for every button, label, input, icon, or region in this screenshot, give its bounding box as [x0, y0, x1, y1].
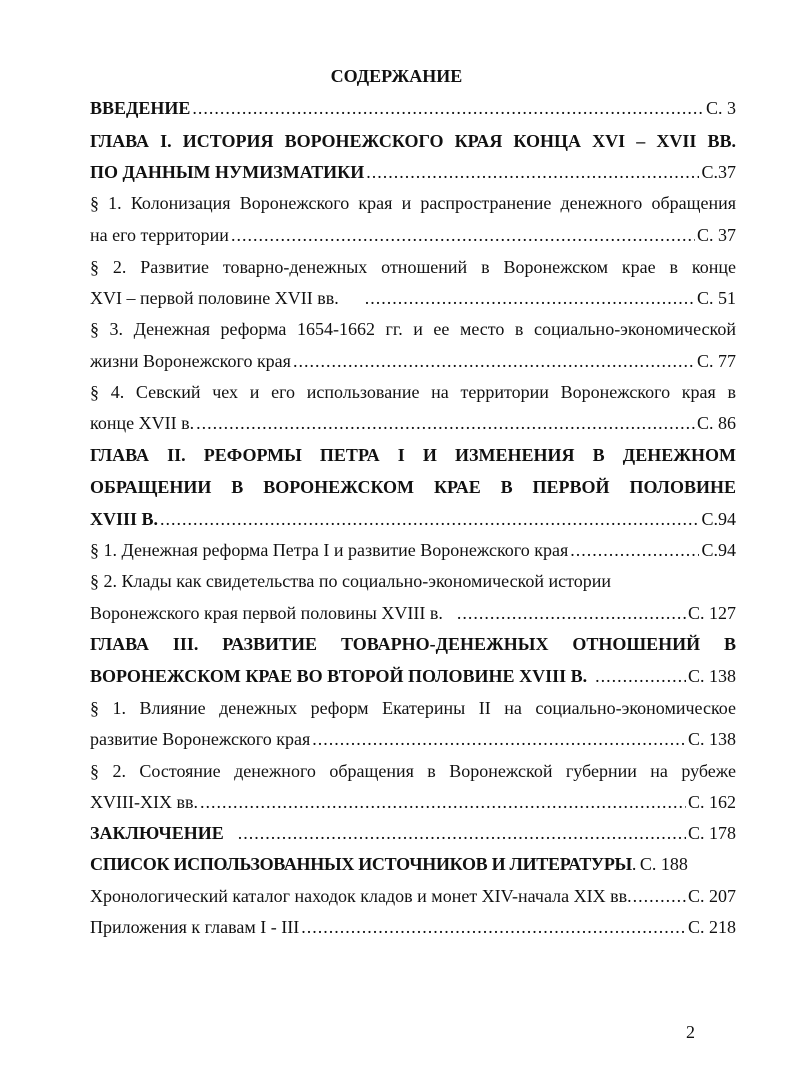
- toc-entry-text: жизни Воронежского края: [90, 351, 291, 371]
- toc-title: СОДЕРЖАНИЕ: [330, 66, 463, 86]
- toc-section-3-1-line-2[interactable]: [90, 724, 736, 755]
- toc-leader-dots: [457, 598, 686, 629]
- toc-entry-page: С. 77: [696, 351, 736, 371]
- toc-section-2-1[interactable]: [90, 535, 736, 566]
- toc-chapter-1-line-2[interactable]: [90, 157, 736, 188]
- toc-entry-text: Хронологический каталог находок кладов и монет XIV-начала XIX вв: [90, 886, 628, 906]
- toc-entry-text: XVIII В.: [90, 509, 159, 529]
- toc-section-1-4-line-1[interactable]: § 4. Севский чех и его использование на территории Воронежского края в: [90, 382, 736, 402]
- toc-entry-page: С. 138: [687, 729, 736, 749]
- toc-section-1-2-line-2[interactable]: [90, 283, 736, 314]
- toc-leader-dots: [595, 661, 686, 692]
- toc-entry-bibliography[interactable]: [90, 849, 736, 880]
- toc-chapter-3-line-2[interactable]: [90, 661, 736, 692]
- toc-entry-page: С. 178: [687, 823, 736, 843]
- toc-leader-dots: [570, 535, 699, 566]
- toc-entry-appendices[interactable]: [90, 912, 736, 943]
- toc-chapter-3-line-1[interactable]: ГЛАВА III. РАЗВИТИЕ ТОВАРНО-ДЕНЕЖНЫХ ОТНОШЕНИЙ В: [90, 634, 736, 654]
- toc-leader-dots: [301, 912, 686, 943]
- toc-leader-dots: [231, 220, 695, 251]
- toc-entry-text: § 1. Денежная реформа Петра I и развитие Воронежского края: [90, 540, 569, 560]
- toc-entry-text: развитие Воронежского края: [90, 729, 311, 749]
- toc-entry-text: СПИСОК ИСПОЛЬЗОВАННЫХ ИСТОЧНИКОВ И ЛИТЕРАТУРЫ: [90, 854, 632, 874]
- toc-section-3-1-line-1[interactable]: § 1. Влияние денежных реформ Екатерины II на социально-экономическое: [90, 698, 736, 718]
- toc-chapter-2-line-3[interactable]: [90, 504, 736, 535]
- toc-entry-page: С.37: [701, 162, 736, 182]
- toc-section-1-2-line-1[interactable]: § 2. Развитие товарно-денежных отношений в Воронежском крае в конце: [90, 257, 736, 277]
- toc-entry-text: ПО ДАННЫМ НУМИЗМАТИКИ: [90, 162, 365, 182]
- toc-entry-text: конце XVII в.: [90, 413, 195, 433]
- toc-leader-dots: [293, 346, 695, 377]
- toc-entry-page: С.94: [701, 509, 736, 529]
- toc-section-2-2-line-1[interactable]: § 2. Клады как свидетельства по социально-экономической истории: [90, 571, 612, 591]
- toc-entry-page: С. 86: [696, 413, 736, 433]
- page-number: 2: [686, 1022, 695, 1042]
- toc-leader-dots: [192, 93, 704, 124]
- toc-chapter-2-line-2[interactable]: ОБРАЩЕНИИ В ВОРОНЕЖСКОМ КРАЕ В ПЕРВОЙ ПОЛОВИНЕ: [90, 477, 736, 497]
- toc-leader-dots: [312, 724, 686, 755]
- toc-entry-page: С. 138: [687, 666, 736, 686]
- toc-chapter-2-line-1[interactable]: ГЛАВА II. РЕФОРМЫ ПЕТРА I И ИЗМЕНЕНИЯ В ДЕНЕЖНОМ: [90, 445, 736, 465]
- toc-entry-text: Воронежского края первой половины XVIII в.: [90, 603, 443, 623]
- toc-entry-page: С. 3: [705, 98, 736, 118]
- toc-section-1-4-line-2[interactable]: [90, 408, 736, 439]
- toc-entry-page: С. 207: [687, 886, 736, 906]
- toc-entry-text: Приложения к главам I - III: [90, 917, 300, 937]
- toc-leader-dots: [200, 787, 686, 818]
- toc-leader-dots: [238, 818, 686, 849]
- toc-leader-dots: [627, 881, 688, 912]
- toc-entry-text: XVIII-XIX вв.: [90, 792, 198, 812]
- toc-entry-page: С. 218: [687, 917, 736, 937]
- toc-entry-page: С. 188: [639, 854, 688, 874]
- toc-entry-page: С. 127: [687, 603, 736, 623]
- toc-chapter-1-line-1[interactable]: ГЛАВА I. ИСТОРИЯ ВОРОНЕЖСКОГО КРАЯ КОНЦА XVI – XVII ВВ.: [90, 131, 736, 151]
- toc-leader-dots: [366, 157, 699, 188]
- toc-section-1-3-line-2[interactable]: [90, 346, 736, 377]
- toc-section-2-2-line-2[interactable]: [90, 598, 736, 629]
- toc-leader-dots: [632, 849, 636, 880]
- toc-entry-text: на его территории: [90, 225, 229, 245]
- toc-entry-page: С.94: [701, 540, 736, 560]
- toc-entry-page: С. 162: [687, 792, 736, 812]
- toc-section-3-2-line-1[interactable]: § 2. Состояние денежного обращения в Воронежской губернии на рубеже: [90, 761, 736, 781]
- toc-entry-page: С. 51: [696, 288, 736, 308]
- toc-section-1-1-line-1[interactable]: § 1. Колонизация Воронежского края и распространение денежного обращения: [90, 193, 736, 213]
- toc-section-1-3-line-1[interactable]: § 3. Денежная реформа 1654-1662 гг. и ее место в социально-экономической: [90, 319, 736, 339]
- toc-entry-text: ВОРОНЕЖСКОМ КРАЕ ВО ВТОРОЙ ПОЛОВИНЕ XVIII В.: [90, 666, 588, 686]
- toc-section-1-1-line-2[interactable]: [90, 220, 736, 251]
- toc-leader-dots: [160, 504, 699, 535]
- toc-entry-page: С. 37: [696, 225, 736, 245]
- toc-leader-dots: [196, 408, 695, 439]
- toc-entry-conclusion[interactable]: [90, 818, 736, 849]
- toc-entry-text: XVI – первой половине XVII вв.: [90, 288, 339, 308]
- toc-entry-text: ВВЕДЕНИЕ: [90, 98, 191, 118]
- toc-entry-text: ЗАКЛЮЧЕНИЕ: [90, 823, 224, 843]
- toc-leader-dots: [365, 283, 695, 314]
- toc-entry-catalog[interactable]: [90, 881, 736, 912]
- toc-entry-introduction[interactable]: [90, 93, 736, 124]
- toc-section-3-2-line-2[interactable]: [90, 787, 736, 818]
